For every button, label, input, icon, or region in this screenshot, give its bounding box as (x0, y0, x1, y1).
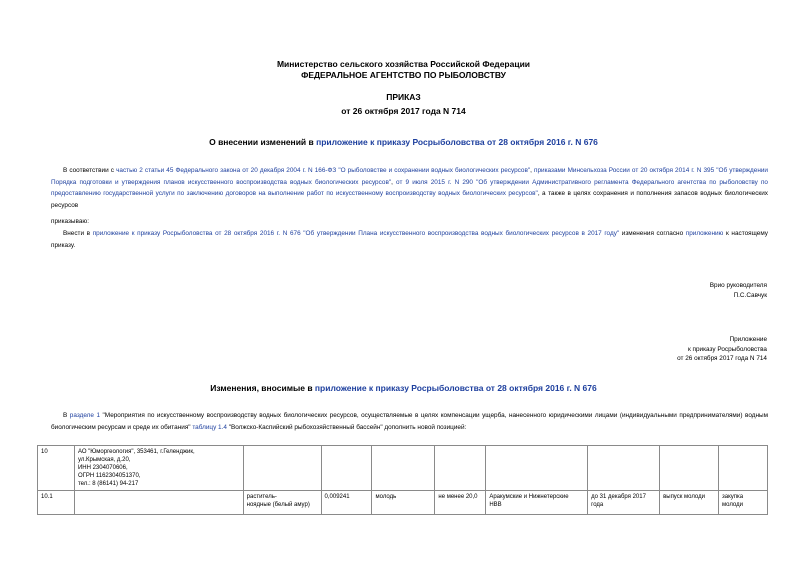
ministry-name: Министерство сельского хозяйства Российской Федерации (276, 59, 531, 69)
org-line-5: тел.: 8 (86141) 94-217 (77, 481, 139, 487)
changes-title (0, 383, 807, 393)
order-text-3: к настоящему приказу. (51, 230, 768, 249)
table-row (38, 446, 768, 491)
deadline-line-1: до 31 декабря 2017 (591, 494, 646, 500)
appendix-link[interactable]: приложению (685, 230, 724, 237)
appendix-line-3: от 26 октября 2017 года N 714 (677, 355, 767, 362)
appendix-reference (677, 335, 767, 364)
appendix-line-2: к приказу Росрыболовства (687, 345, 767, 353)
agency-name: ФЕДЕРАЛЬНОЕ АГЕНТСТВО ПО РЫБОЛОВСТВУ (301, 70, 506, 80)
order-word: приказываю: (51, 218, 89, 225)
species-line-2: ноядные (белый амур) (246, 502, 310, 508)
changes-text-1: В (63, 412, 70, 419)
doc-type: ПРИКАЗ (386, 92, 421, 102)
empty-cell (243, 446, 321, 491)
section-1-link[interactable]: разделе 1 (69, 412, 101, 419)
release-cell: выпуск молоди (660, 491, 719, 515)
changes-text-3: "Волжско-Каспийский рыбохозяйственный бассейн" дополнить новой позицией: (226, 423, 467, 431)
changes-title-link[interactable]: приложение к приказу Росрыболовства от 28 октября 2016 г. N 676 (314, 383, 597, 393)
species-line-1: раститель- (246, 494, 277, 500)
signature-position: Врио руководителя (709, 282, 767, 289)
empty-cell (588, 446, 660, 491)
order-290-link[interactable]: от 9 июля 2015 г. N 290 "Об утверждении Административного регламента Федерального агентства по рыболовству по предоставлению государственной услуги по заключению договоров на выполнение работ по искусственному воспроизводству водных биологических ресурсов" (51, 178, 768, 197)
doc-date: от 26 октября 2017 года N 714 (341, 106, 466, 116)
deadline-line-2: года (591, 502, 604, 508)
empty-cell (435, 446, 486, 491)
org-line-4: ОГРН 1162304051370, (77, 473, 141, 479)
row-number: 10.1 (38, 491, 75, 515)
purchase-cell: закупка молоди (718, 491, 767, 515)
title-link[interactable]: приложение к приказу Росрыболовства от 28 октября 2016 г. N 676 (316, 137, 598, 147)
empty-cell (74, 491, 243, 515)
org-line-3: ИНН 2304070606, (77, 465, 128, 471)
location-cell (486, 491, 588, 515)
appendix-line-1: Приложение (729, 336, 767, 343)
order-text-2: изменения согласно (619, 230, 686, 237)
order-676-link[interactable]: приложение к приказу Росрыболовства от 28 октября 2016 г. N 676 "Об утверждении Плана искусственного воспроизводства водных биологических ресурсов в 2017 году" (92, 230, 620, 237)
changes-title-prefix: Изменения, вносимые в (210, 383, 315, 393)
preamble-text-3: , (391, 178, 397, 186)
signature-name: П.С.Савчук (733, 291, 767, 299)
signature (710, 281, 767, 300)
org-line-1: АО "Юморгеология", 353461, г.Геленджик, (77, 449, 195, 455)
changes-paragraph (51, 410, 768, 433)
empty-cell (718, 446, 767, 491)
weight-cell: не менее 20,0 (435, 491, 486, 515)
deadline-cell (588, 491, 660, 515)
empty-cell (486, 446, 588, 491)
organization-cell (74, 446, 243, 491)
title-prefix: О внесении изменений в (209, 137, 317, 147)
empty-cell (372, 446, 435, 491)
preamble-text-1: В соответствии с (63, 167, 117, 174)
table-row (38, 491, 768, 515)
order-text-1: Внести в (63, 230, 93, 237)
law-link[interactable]: частью 2 статьи 45 Федерального закона от 20 декабря 2004 г. N 166-ФЗ "О рыболовстве и сохранении водных биологических ресурсов" (116, 167, 531, 174)
stage-cell: молодь (372, 491, 435, 515)
empty-cell (321, 446, 372, 491)
changes-text-2: "Мероприятия по искусственному воспроизводству водных биологических ресурсов, осуществляемые в целях компенсации ущерба, нанесенного юридическими лицами (индивидуальными предпринимателями) водным биологическим ресурсам и среде их обитания" (51, 412, 768, 431)
changes-table (37, 445, 768, 515)
row-number: 10 (38, 446, 75, 491)
order-paragraph (51, 228, 768, 251)
location-line-2: НВВ (489, 502, 502, 508)
location-line-1: Аракумские и Нижнетерские (489, 494, 569, 500)
preamble-paragraph (51, 165, 768, 211)
preamble-text-4: , а также в целях сохранения и пополнения запасов водных биологических ресурсов (51, 190, 768, 209)
amount-cell: 0,009241 (321, 491, 372, 515)
table-1-4-link[interactable]: таблицу 1.4 (192, 423, 227, 431)
page-title (0, 137, 807, 147)
empty-cell (660, 446, 719, 491)
org-line-2: ул.Крымская, д.20, (77, 457, 131, 463)
order-395-link[interactable]: приказами Минсельхоза России от 20 октября 2014 г. N 395 "Об утверждении Порядка подготовки и утверждения планов искусственного воспроизводства водных биологических ресурсов" (51, 167, 768, 186)
species-cell (243, 491, 321, 515)
preamble-text-2: , (530, 167, 535, 174)
